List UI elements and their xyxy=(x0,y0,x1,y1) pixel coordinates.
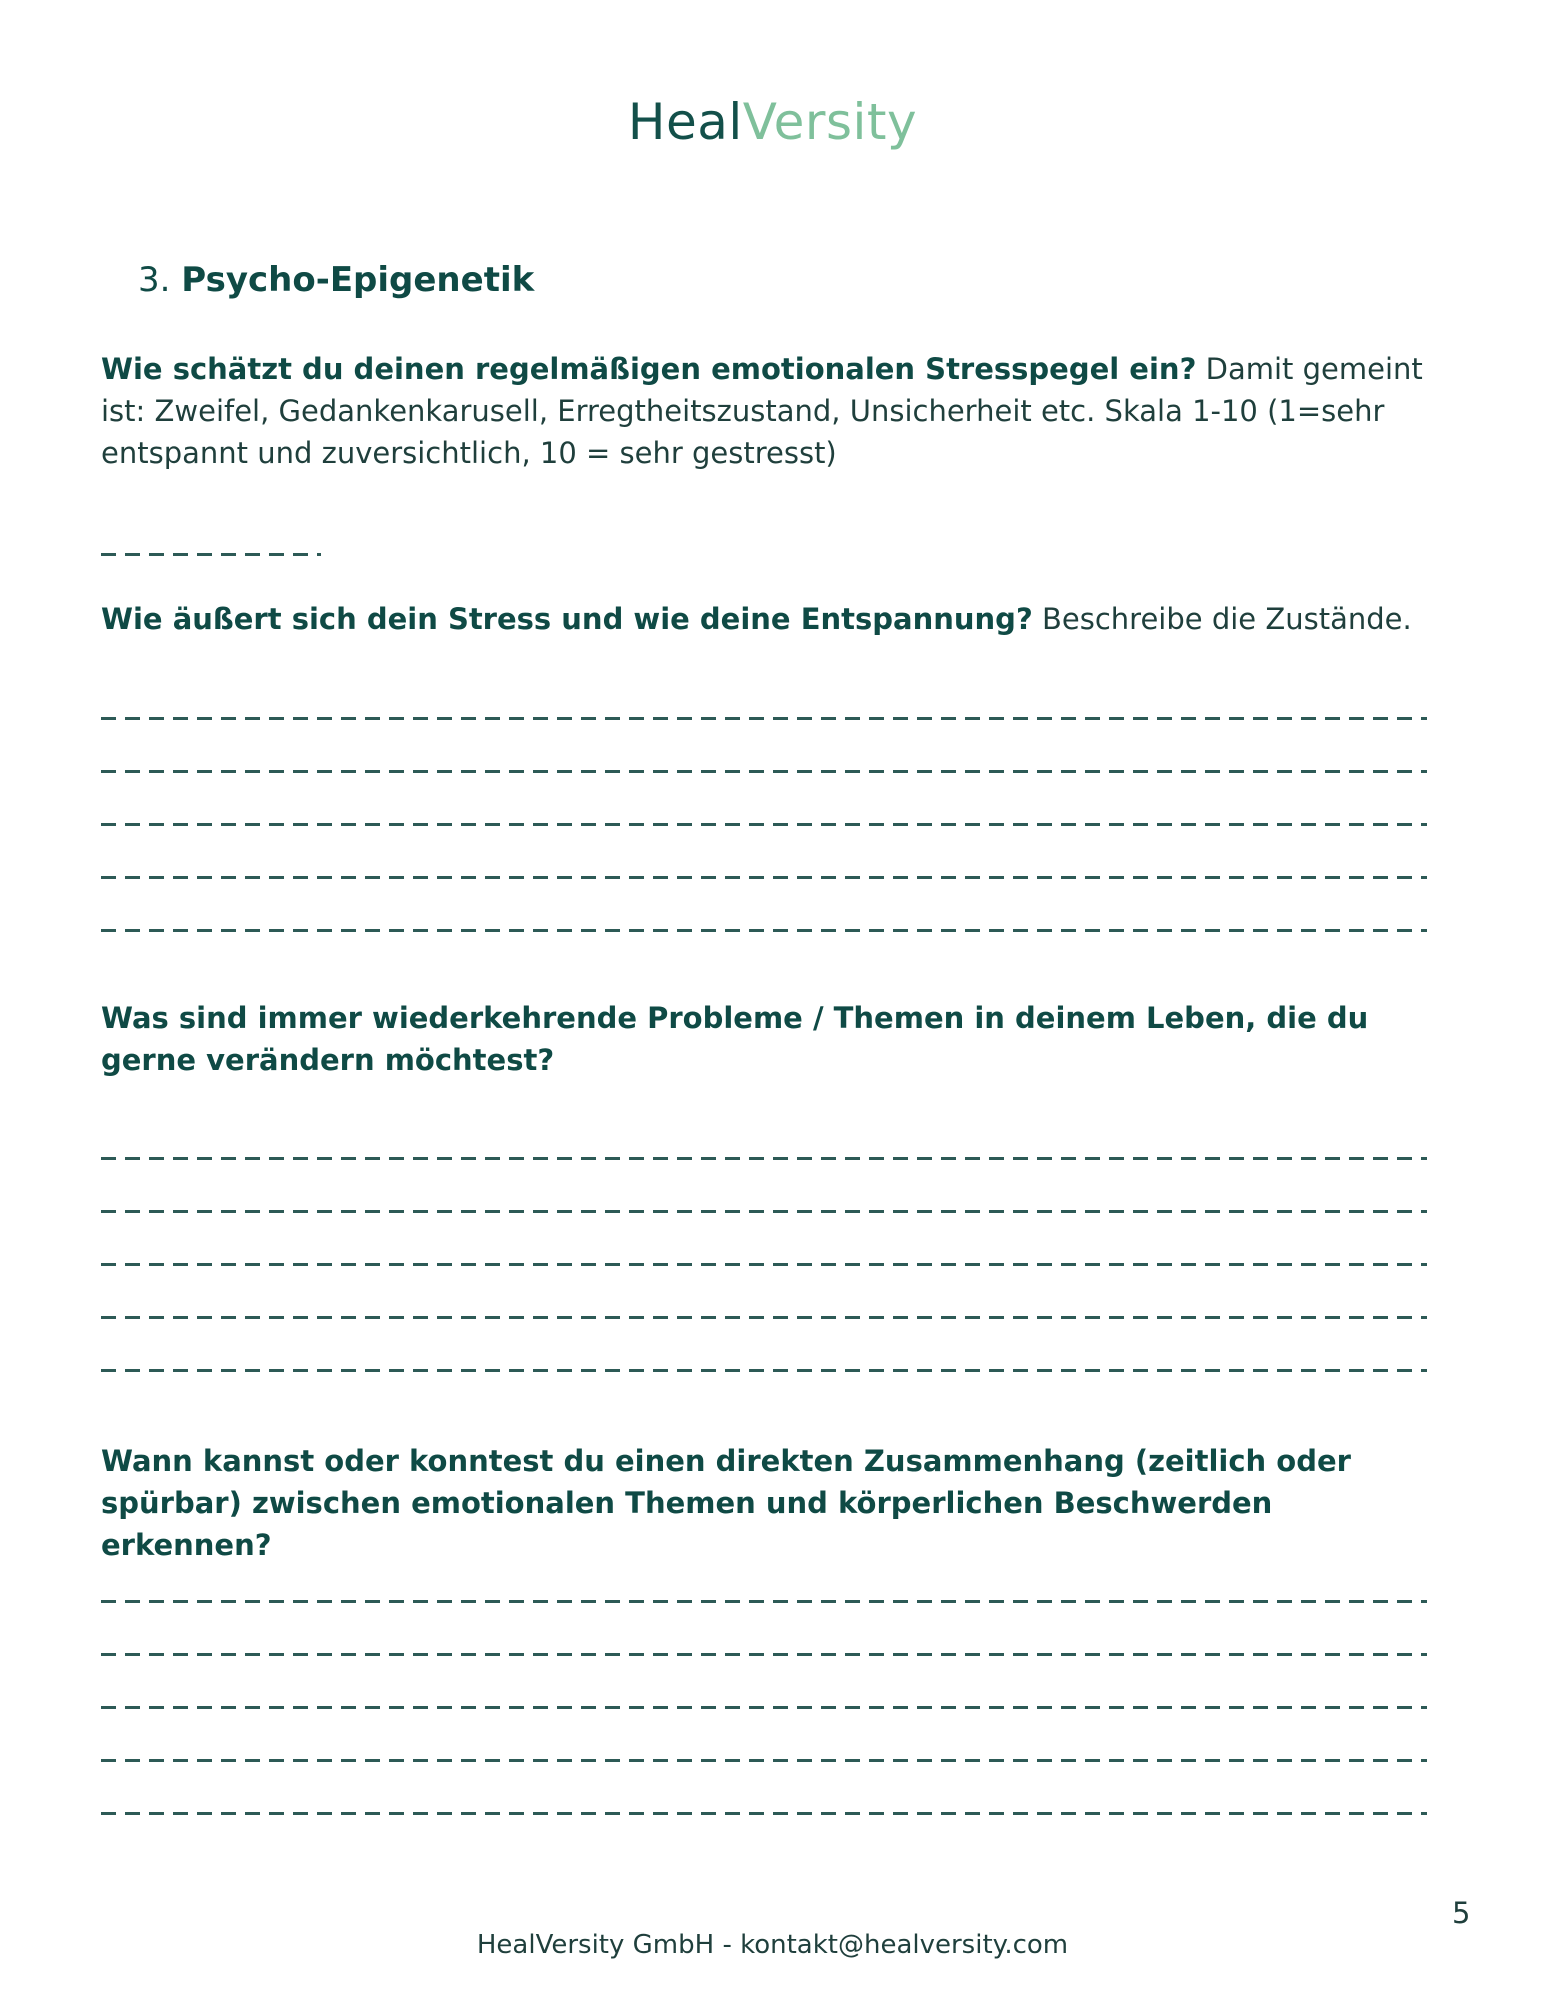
section-name: Psycho-Epigenetik xyxy=(181,260,535,300)
answer-line[interactable] xyxy=(101,1337,1427,1390)
logo xyxy=(0,92,1545,152)
answer-line[interactable] xyxy=(101,791,1427,844)
question-bold-text: Wie schätzt du deinen regelmäßigen emotionalen Stresspegel ein? xyxy=(101,352,1197,386)
answer-line[interactable] xyxy=(101,1284,1427,1337)
question-bold-text: Was sind immer wiederkehrende Probleme / Themen in deinem Leben, die du gerne verändern möchtest? xyxy=(101,1001,1369,1077)
section-number: 3. xyxy=(138,260,171,300)
answer-line[interactable] xyxy=(101,685,1427,738)
question-emotion-body-connection xyxy=(101,1440,1441,1566)
answer-line[interactable] xyxy=(101,1568,1427,1621)
section-title xyxy=(138,258,534,302)
logo-heal-text: Heal xyxy=(627,93,743,151)
question-stress-expression xyxy=(101,598,1441,640)
answer-area-recurring-problems[interactable] xyxy=(101,1125,1427,1390)
answer-area-emotion-body-connection[interactable] xyxy=(101,1568,1427,1833)
answer-field-stress-level[interactable] xyxy=(101,528,321,568)
answer-line[interactable] xyxy=(101,1125,1427,1178)
question-bold-text: Wie äußert sich dein Stress und wie deine Entspannung? xyxy=(101,602,1033,636)
answer-line[interactable] xyxy=(101,1727,1427,1780)
question-plain-text: Damit gemeint ist: Zweifel, Gedankenkarusell, Erregtheitszustand, Unsicherheit etc. Skala 1-10 (1=sehr entspannt und zuversichtlich, 10 = sehr gestresst) xyxy=(101,352,1423,470)
question-bold-text: Wann kannst oder konntest du einen direkten Zusammenhang (zeitlich oder spürbar) zwischen emotionalen Themen und körperlichen Beschwerden erkennen? xyxy=(101,1444,1351,1562)
answer-line[interactable] xyxy=(101,844,1427,897)
answer-line[interactable] xyxy=(101,1621,1427,1674)
answer-line[interactable] xyxy=(101,1674,1427,1727)
logo-versity-text: Versity xyxy=(742,93,918,151)
question-stress-level xyxy=(101,348,1441,474)
answer-line[interactable] xyxy=(101,1231,1427,1284)
answer-line[interactable] xyxy=(101,1178,1427,1231)
answer-line[interactable] xyxy=(101,1780,1427,1833)
answer-area-stress-expression[interactable] xyxy=(101,685,1427,950)
question-recurring-problems xyxy=(101,997,1441,1081)
question-plain-text: Beschreibe die Zustände. xyxy=(1042,602,1412,636)
page-number: 5 xyxy=(1452,1896,1471,1930)
answer-line[interactable] xyxy=(101,738,1427,791)
answer-line[interactable] xyxy=(101,897,1427,950)
footer-contact: HealVersity GmbH - kontakt@healversity.com xyxy=(476,1930,1069,1960)
